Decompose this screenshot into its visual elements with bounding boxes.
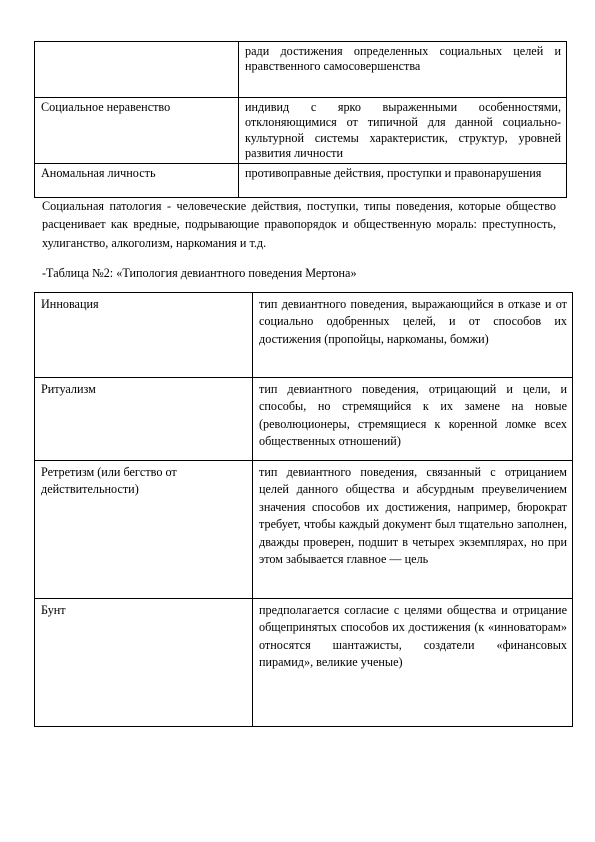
social-pathology-paragraph: Социальная патология - человеческие действия, поступки, типы поведения, которые общество расценивает как вредные, подрывающие правопорядок и общественную мораль: преступность, хулиганство, алкоголизм, наркомания и т.д. bbox=[42, 199, 556, 250]
term-cell: Бунт bbox=[35, 599, 253, 727]
definition-cell: ради достижения определенных социальных целей и нравственного самосовершенства bbox=[239, 42, 567, 98]
term-cell: Ретретизм (или бегство от действительности) bbox=[35, 461, 253, 599]
term-cell: Инновация bbox=[35, 293, 253, 378]
deviance-terms-table bbox=[34, 41, 567, 198]
table-row bbox=[35, 42, 567, 98]
table-row bbox=[35, 378, 573, 461]
definition-cell: индивид с ярко выраженными особенностями, отклоняющимися от типичной для данной социально-культурной системы характеристик, структур, уровней развития личности bbox=[239, 98, 567, 164]
table-row bbox=[35, 293, 573, 378]
term-cell: Ритуализм bbox=[35, 378, 253, 461]
definition-cell: противоправные действия, проступки и правонарушения bbox=[239, 164, 567, 198]
term-cell bbox=[35, 42, 239, 98]
table-row bbox=[35, 164, 567, 198]
table-row bbox=[35, 98, 567, 164]
definition-cell: предполагается согласие с целями общества и отрицание общепринятых способов их достижения (к «инноваторам» относятся шантажисты, создатели «финансовых пирамид», великие ученые) bbox=[253, 599, 573, 727]
term-cell: Социальное неравенство bbox=[35, 98, 239, 164]
definition-cell: тип девиантного поведения, отрицающий и цели, и способы, но стремящийся к их замене на новые (революционеры, стремящиеся к коренной ломке всех общественных отношений) bbox=[253, 378, 573, 461]
table-row bbox=[35, 461, 573, 599]
table-caption: -Таблица №2: «Типология девиантного поведения Мертона» bbox=[42, 266, 357, 280]
merton-typology-table bbox=[34, 292, 573, 727]
definition-cell: тип девиантного поведения, связанный с отрицанием целей данного общества и абсурдным преувеличением значения способов их достижения, например, бюрократ требует, чтобы каждый документ был тщательно заполнен, дважды проверен, подшит в четырех экземплярах, но при этом забывается главное — цель bbox=[253, 461, 573, 599]
term-cell: Аномальная личность bbox=[35, 164, 239, 198]
table-row bbox=[35, 599, 573, 727]
definition-cell: тип девиантного поведения, выражающийся в отказе и от социально одобренных целей, и от способов их достижения (пропойцы, наркоманы, бомжи) bbox=[253, 293, 573, 378]
